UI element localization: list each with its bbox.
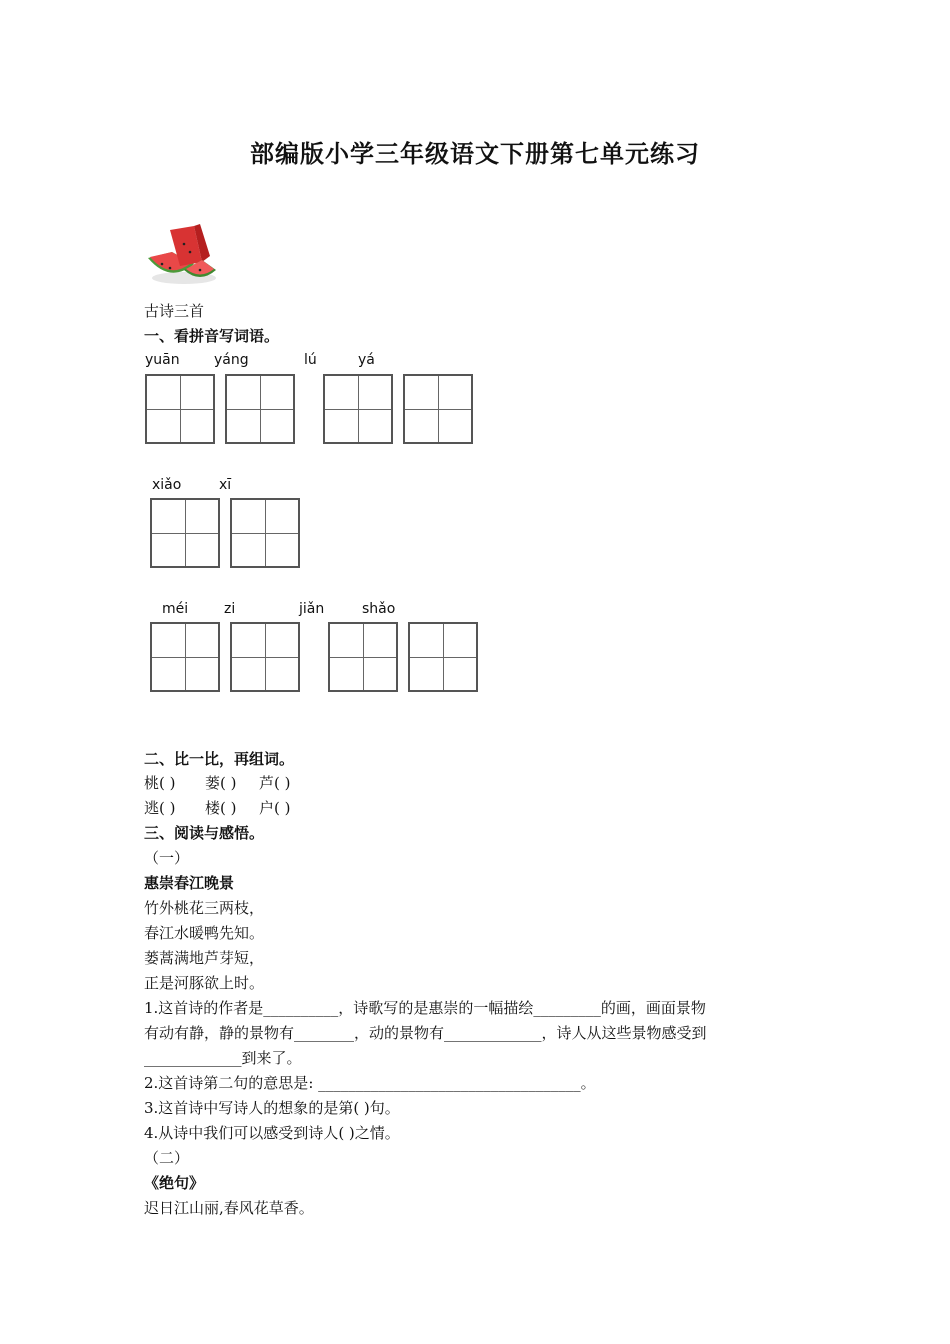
passage-label: （一） [144, 849, 190, 867]
section-2-heading: 二、比一比，再组词。 [144, 750, 295, 768]
section-1-heading: 一、看拼音写词语。 [144, 327, 280, 345]
pinyin: jiǎn [299, 601, 325, 617]
pinyin: lú [304, 352, 317, 368]
writing-grid[interactable] [328, 622, 398, 692]
poem-title: 惠崇春江晚景 [144, 874, 235, 892]
pinyin: zi [224, 601, 236, 617]
pinyin: yá [358, 352, 375, 368]
writing-grid[interactable] [403, 374, 473, 444]
question-4: 4.从诗中我们可以感受到诗人( )之情。 [144, 1124, 400, 1142]
pinyin: yuān [145, 352, 180, 368]
compare-item: 户( ) [259, 799, 291, 817]
pinyin: yáng [214, 352, 249, 368]
poem-line: 迟日江山丽,春风花草香。 [144, 1199, 314, 1217]
pinyin: xī [219, 477, 232, 493]
compare-item: 楼( ) [205, 799, 237, 817]
writing-grid[interactable] [150, 622, 220, 692]
compare-item: 芦( ) [259, 774, 291, 792]
writing-grid[interactable] [230, 622, 300, 692]
writing-grid[interactable] [145, 374, 215, 444]
question-1-cont: _____________到来了。 [144, 1049, 302, 1067]
poem-line: 蒌蒿满地芦芽短， [144, 949, 265, 967]
passage-label: （二） [144, 1149, 190, 1167]
compare-item: 桃( ) [144, 774, 176, 792]
watermelon-icon [144, 222, 220, 288]
writing-grid[interactable] [230, 498, 300, 568]
poem-line: 春江水暖鸭先知。 [144, 924, 265, 942]
page-title: 部编版小学三年级语文下册第七单元练习 [250, 140, 700, 168]
pinyin: shǎo [362, 601, 396, 617]
compare-item: 逃( ) [144, 799, 176, 817]
poem-line: 竹外桃花三两枝， [144, 899, 265, 917]
question-1-cont: 有动有静，静的景物有________，动的景物有_____________，诗人从这些景物感受到 [144, 1024, 707, 1042]
pinyin: méi [162, 601, 189, 617]
question-3: 3.这首诗中写诗人的想象的是第( )句。 [144, 1099, 400, 1117]
lesson-title: 古诗三首 [144, 302, 205, 320]
writing-grid[interactable] [225, 374, 295, 444]
writing-grid[interactable] [408, 622, 478, 692]
compare-item: 蒌( ) [205, 774, 237, 792]
poem-title: 《绝句》 [144, 1174, 205, 1192]
question-1: 1.这首诗的作者是__________，诗歌写的是惠崇的一幅描绘_________的画，画面景物 [144, 999, 706, 1017]
question-2: 2.这首诗第二句的意思是: ___________________________________。 [144, 1074, 596, 1092]
section-3-heading: 三、阅读与感悟。 [144, 824, 265, 842]
writing-grid[interactable] [150, 498, 220, 568]
pinyin: xiǎo [152, 477, 182, 493]
writing-grid[interactable] [323, 374, 393, 444]
poem-line: 正是河豚欲上时。 [144, 974, 265, 992]
